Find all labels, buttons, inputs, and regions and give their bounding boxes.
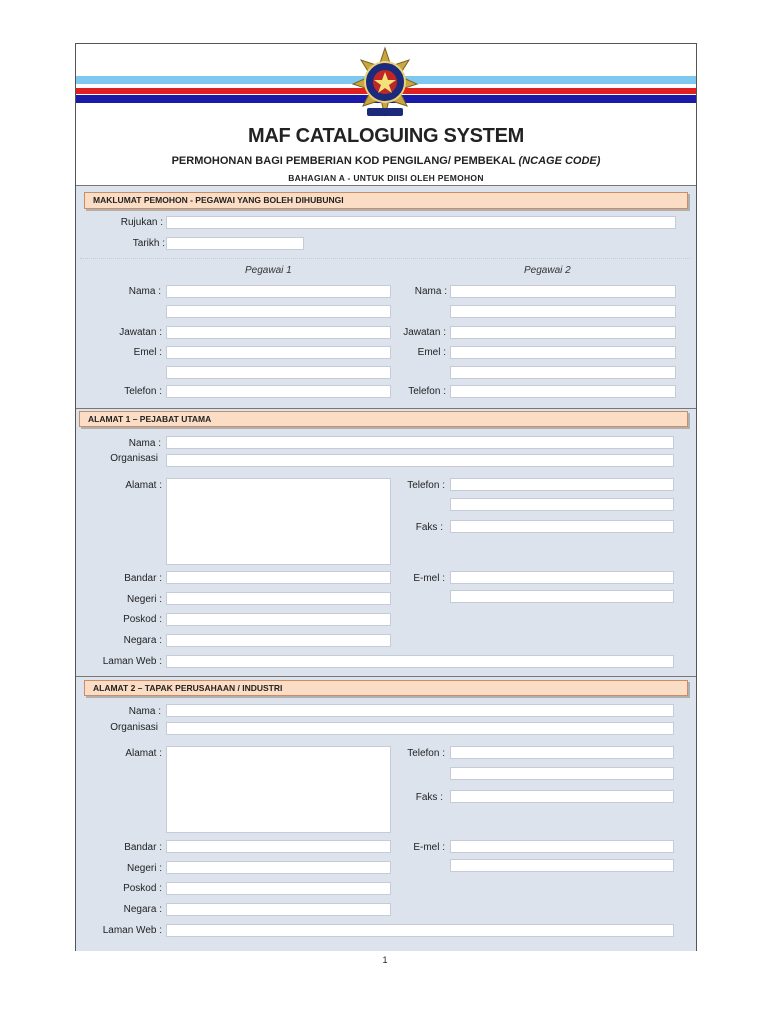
a1-faks-field[interactable] xyxy=(450,520,674,533)
pegawai2-emel-field[interactable] xyxy=(450,346,676,359)
label-a1-negeri: Negeri : xyxy=(126,594,162,605)
a2-negeri-field[interactable] xyxy=(166,861,391,874)
label-a1-alamat: Alamat : xyxy=(125,480,162,491)
label-telefon-2: Telefon : xyxy=(408,386,446,397)
pegawai2-jawatan-field[interactable] xyxy=(450,326,676,339)
label-jawatan-2: Jawatan : xyxy=(403,327,446,338)
pegawai1-emel-field[interactable] xyxy=(166,346,391,359)
label-a2-organisasi: Organisasi xyxy=(110,722,158,733)
pegawai1-jawatan-field[interactable] xyxy=(166,326,391,339)
label-a2-bandar: Bandar : xyxy=(124,842,162,853)
label-emel-1: Emel : xyxy=(133,347,162,358)
a1-laman-field[interactable] xyxy=(166,655,674,668)
a2-laman-field[interactable] xyxy=(166,924,674,937)
a1-organisasi-field[interactable] xyxy=(166,454,674,467)
label-a1-faks: Faks : xyxy=(415,522,443,533)
label-a2-laman: Laman Web : xyxy=(102,925,162,936)
a2-telefon-field[interactable] xyxy=(450,746,674,759)
tarikh-field[interactable] xyxy=(166,237,304,250)
label-rujukan: Rujukan : xyxy=(120,217,163,228)
label-a2-email: E-mel : xyxy=(413,842,445,853)
section-address-2-heading: ALAMAT 2 – TAPAK PERUSAHAAN / INDUSTRI xyxy=(84,680,688,696)
pegawai2-telefon-field[interactable] xyxy=(450,385,676,398)
a2-faks-field[interactable] xyxy=(450,790,674,803)
label-a2-poskod: Poskod : xyxy=(123,883,162,894)
label-emel-2: Emel : xyxy=(417,347,446,358)
label-a1-bandar: Bandar : xyxy=(124,573,162,584)
label-a1-telefon: Telefon : xyxy=(407,480,445,491)
label-nama-2: Nama : xyxy=(414,286,447,297)
a2-email-field[interactable] xyxy=(450,840,674,853)
pegawai1-telefon-field[interactable] xyxy=(166,385,391,398)
a1-poskod-field[interactable] xyxy=(166,613,391,626)
pegawai1-heading: Pegawai 1 xyxy=(245,265,292,276)
pegawai2-nama-field[interactable] xyxy=(450,285,676,298)
pegawai2-heading: Pegawai 2 xyxy=(524,265,571,276)
part-label: BAHAGIAN A - UNTUK DIISI OLEH PEMOHON xyxy=(288,173,484,183)
a2-telefon-field-2[interactable] xyxy=(450,767,674,780)
divider xyxy=(80,258,690,259)
pegawai1-nama-field-2[interactable] xyxy=(166,305,391,318)
label-jawatan-1: Jawatan : xyxy=(119,327,162,338)
pegawai1-nama-field[interactable] xyxy=(166,285,391,298)
label-a1-email: E-mel : xyxy=(413,573,445,584)
a2-nama-field[interactable] xyxy=(166,704,674,717)
pegawai2-emel-field-2[interactable] xyxy=(450,366,676,379)
subtitle-code: (NCAGE CODE) xyxy=(518,155,601,167)
armed-forces-emblem-icon xyxy=(347,44,423,120)
page-number: 1 xyxy=(382,955,388,965)
a1-bandar-field[interactable] xyxy=(166,571,391,584)
label-a1-laman: Laman Web : xyxy=(102,656,162,667)
label-telefon-1: Telefon : xyxy=(124,386,162,397)
label-a2-negara: Negara : xyxy=(123,904,162,915)
a1-negeri-field[interactable] xyxy=(166,592,391,605)
a2-alamat-field[interactable] xyxy=(166,746,391,833)
a1-email-field[interactable] xyxy=(450,571,674,584)
page-title: MAF CATALOGUING SYSTEM xyxy=(248,125,524,147)
a1-alamat-field[interactable] xyxy=(166,478,391,565)
a2-poskod-field[interactable] xyxy=(166,882,391,895)
pegawai1-emel-field-2[interactable] xyxy=(166,366,391,379)
pegawai2-nama-field-2[interactable] xyxy=(450,305,676,318)
a2-negara-field[interactable] xyxy=(166,903,391,916)
a1-telefon-field-2[interactable] xyxy=(450,498,674,511)
section-address-1-heading: ALAMAT 1 – PEJABAT UTAMA xyxy=(79,411,688,427)
label-a1-negara: Negara : xyxy=(123,635,162,646)
label-a1-nama: Nama : xyxy=(128,438,161,449)
label-a2-nama: Nama : xyxy=(128,706,161,717)
subtitle-text: PERMOHONAN BAGI PEMBERIAN KOD PENGILANG/ PEMBEKAL xyxy=(171,155,516,167)
a1-email-field-2[interactable] xyxy=(450,590,674,603)
a1-telefon-field[interactable] xyxy=(450,478,674,491)
a1-nama-field[interactable] xyxy=(166,436,674,449)
a2-organisasi-field[interactable] xyxy=(166,722,674,735)
section-applicant-heading: MAKLUMAT PEMOHON - PEGAWAI YANG BOLEH DIHUBUNGI xyxy=(84,192,688,209)
a2-bandar-field[interactable] xyxy=(166,840,391,853)
page-subtitle xyxy=(76,155,696,167)
label-a1-poskod: Poskod : xyxy=(123,614,162,625)
label-tarikh: Tarikh : xyxy=(132,238,165,249)
a2-email-field-2[interactable] xyxy=(450,859,674,872)
label-a2-alamat: Alamat : xyxy=(125,748,162,759)
a1-negara-field[interactable] xyxy=(166,634,391,647)
label-a2-negeri: Negeri : xyxy=(126,863,162,874)
label-nama-1: Nama : xyxy=(128,286,161,297)
rujukan-field[interactable] xyxy=(166,216,676,229)
label-a1-organisasi: Organisasi xyxy=(110,453,158,464)
label-a2-telefon: Telefon : xyxy=(407,748,445,759)
label-a2-faks: Faks : xyxy=(415,792,443,803)
